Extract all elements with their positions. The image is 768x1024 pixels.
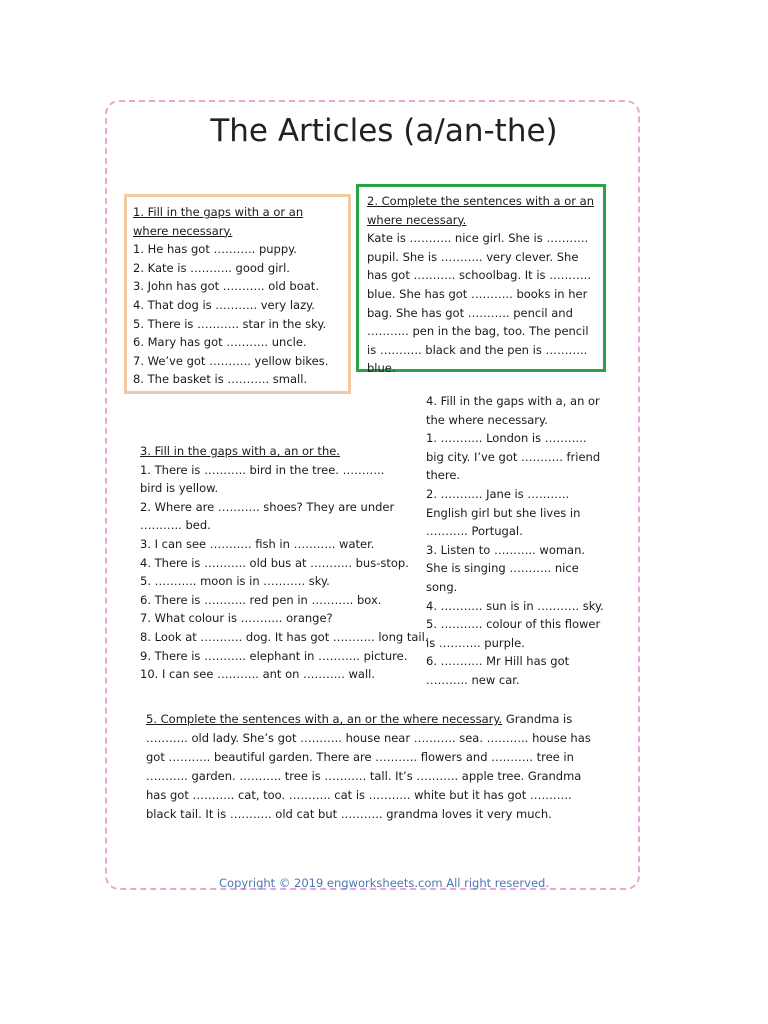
exercise-4-item: 5. ……….. colour of this flower is ……….. purple. [426,617,601,650]
exercise-2 [356,184,606,376]
exercise-3 [140,442,429,684]
exercise-4-item: 1. ……….. London is ……….. big city. I’ve got ……….. friend there. [426,431,601,483]
exercise-1-item: 8. The basket is ……….. small. [133,372,308,387]
exercise-4-heading: 4. Fill in the gaps with a, an or the where necessary. [426,394,600,427]
exercise-5-heading: 5. Complete the sentences with a, an or the where necessary. [146,712,503,726]
exercise-3-item: 10. I can see ……….. ant on ……….. wall. [140,667,376,682]
exercise-4-item: 6. ……….. Mr Hill has got ……….. new car. [426,654,570,687]
exercise-4-item: 2. ……….. Jane is ……….. English girl but she lives in ……….. Portugal. [426,486,581,539]
exercise-2-text: Kate is ……….. nice girl. She is ……….. pupil. She is ……….. very clever. She has got ……….. schoolbag. It is ……….. blue. She has got ……….. books in her bag. She has got ……….. pencil and ……….. pen in the bag, too. The pencil is ……….. black and the pen is ……….. blue. [367,231,591,376]
exercise-3-item: 4. There is ……….. old bus at ……….. bus-stop. [140,555,409,570]
exercise-4-item: 3. Listen to ……….. woman. She is singing ……….. nice song. [426,542,586,594]
exercise-1-item: 1. He has got ……….. puppy. [133,242,297,257]
exercise-4 [426,392,606,690]
exercise-3-item: 7. What colour is ……….. orange? [140,611,333,626]
exercise-3-item: 1. There is ……….. bird in the tree. ……….. bird is yellow. [140,462,385,496]
exercise-1 [124,194,351,394]
exercise-3-item: 8. Look at ……….. dog. It has got ……….. long tail. [140,629,429,644]
exercise-5-text: Grandma is ……….. old lady. She’s got ……….. house near ……….. sea. ……….. house has got ……….. beautiful garden. There are ……….. flowers and ……….. tree in ……….. garden. ……….. tree is ……….. tall. It’s ……….. apple tree. Grandma has got ……….. cat, too. ……….. cat is ……….. white but it has got ……….. black tail. It is ……….. old cat but ……….. grandma loves it very much. [146,712,591,821]
exercise-1-item: 6. Mary has got ……….. uncle. [133,335,307,350]
exercise-1-item: 2. Kate is ……….. good girl. [133,260,290,275]
exercise-1-item: 7. We’ve got ……….. yellow bikes. [133,353,329,368]
exercise-1-item: 4. That dog is ……….. very lazy. [133,297,315,312]
exercise-3-heading: 3. Fill in the gaps with a, an or the. [140,444,340,458]
exercise-5 [146,710,596,824]
exercise-1-heading: 1. Fill in the gaps with a or an where necessary. [133,205,304,238]
exercise-3-item: 5. ……….. moon is in ……….. sky. [140,574,330,589]
exercise-3-item: 9. There is ……….. elephant in ……….. picture. [140,648,408,663]
copyright-footer: Copyright © 2019 engworksheets.com All right reserved. [219,876,549,890]
exercise-3-item: 6. There is ……….. red pen in ……….. box. [140,592,382,607]
exercise-4-item: 4. ……….. sun is in ……….. sky. [426,598,604,613]
exercise-3-item: 2. Where are ……….. shoes? They are under ……….. bed. [140,499,395,533]
exercise-1-item: 5. There is ……….. star in the sky. [133,316,327,331]
exercise-1-item: 3. John has got ……….. old boat. [133,279,319,294]
exercise-2-heading: 2. Complete the sentences with a or an where necessary. [367,194,595,227]
exercise-3-item: 3. I can see ……….. fish in ……….. water. [140,536,375,551]
worksheet-title: The Articles (a/an-the) [210,113,558,149]
